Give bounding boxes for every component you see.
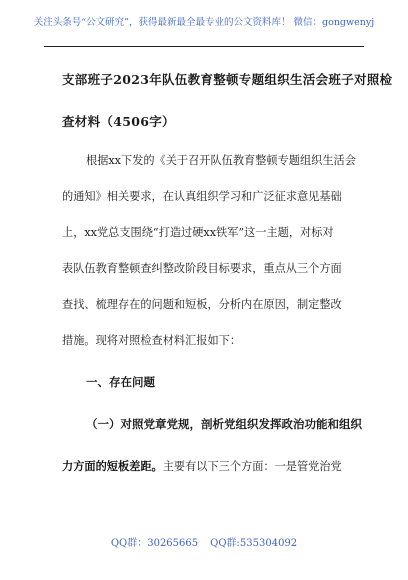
body-line-4: 表队伍教育整顿查纠整改阶段目标要求，重点从三个方面 [62,262,342,275]
body-line-2: 的通知》相关要求，在认真组织学习和广泛征求意见基础 [62,190,342,203]
section-heading: 一、存在问题 [86,375,155,389]
body-line-7 [62,458,342,474]
header-banner[interactable]: 关注头条号“公文研究”，获得最新最全最专业的公文资料库！ 微信：gongwenyj [33,17,375,28]
body-line-3: 上，xx党总支围绕“打造过硬xx铁军”这一主题，对标对 [62,226,334,239]
header-divider [44,46,364,47]
document-title-line-1: 支部班子2023年队伍教育整顿专题组织生活会班子对照检 [62,72,393,87]
document-title-line-2: 查材料（4506字） [62,114,175,129]
subsection-heading-continued: 力方面的短板差距。 [62,459,163,473]
body-line-6: 措施。现将对照检查材料汇报如下： [62,334,242,347]
footer-qq-group-1[interactable]: QQ群：30265665 [110,538,199,549]
body-line-5: 查找、梳理存在的问题和短板，分析内在原因，制定整改 [62,298,342,311]
subsection-heading: （一）对照党章党规，剖析党组织发挥政治功能和组织 [86,417,362,431]
body-line-1: 根据xx下发的《关于召开队伍教育整顿专题组织生活会 [86,154,356,167]
footer-contact [0,534,408,549]
footer-qq-group-2[interactable]: QQ群:535304092 [210,538,298,549]
body-text-continued: 主要有以下三个方面：一是管党治党 [162,460,342,473]
